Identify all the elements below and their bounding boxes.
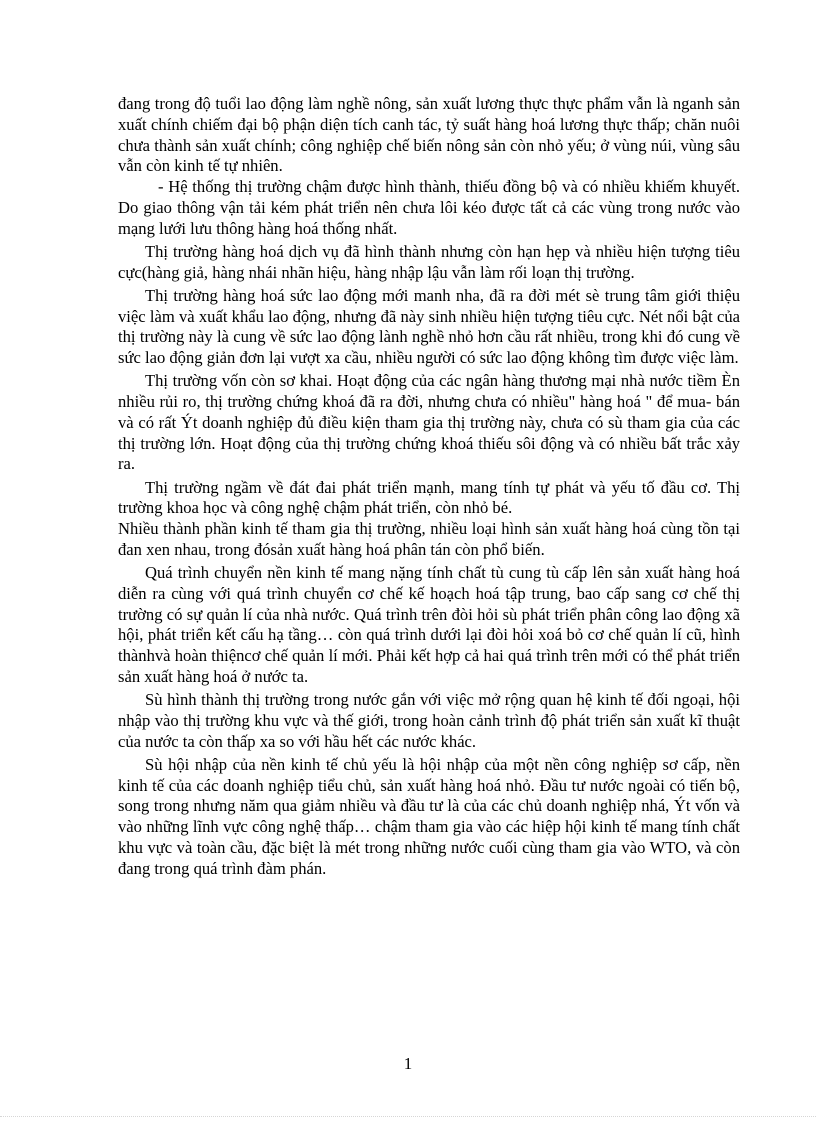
paragraph-3: Thị trường hàng hoá dịch vụ đã hình thành nhưng còn hạn hẹp và nhiều hiện tượng tiêu cực(hàng giả, hàng nhái nhãn hiệu, hàng nhập lậu vẫn làm rối loạn thị trường. [118, 241, 740, 282]
page-bottom-divider [0, 1116, 816, 1117]
paragraph-7: Nhiều thành phần kinh tế tham gia thị trường, nhiều loại hình sản xuất hàng hoá cùng tồn tại đan xen nhau, trong đósản xuất hàng hoá phân tán còn phổ biến. [118, 519, 740, 559]
paragraph-1: đang trong độ tuổi lao động làm nghề nông, sản xuất lương thực thực phẩm vẫn là nganh sản xuất chính chiếm đại bộ phận diện tích canh tác, tỷ suất hàng hoá lương thực thấp; chăn nuôi chưa thành sản xuất chính; công nghiệp chế biến nông sản còn nhỏ yếu; ở vùng núi, vùng sâu vẫn còn kinh tế tự nhiên. [118, 94, 740, 176]
paragraph-6: Thị trường ngầm về đát đai phát triển mạnh, mang tính tự phát và yếu tố đầu cơ. Thị trường khoa học và công nghệ chậm phát triển, còn nhỏ bé. [118, 477, 740, 518]
paragraph-8: Quá trình chuyển nền kinh tế mang nặng tính chất tù cung tù cấp lên sản xuất hàng hoá diễn ra cùng với quá trình chuyển cơ chế kế hoạch hoá tập trung, bao cấp sang cơ chế thị trường có sự quản lí của nhà nước. Quá trình trên đòi hỏi sù phát triển phân công lao động xã hội, phát triển kết cấu hạ tầng… còn quá trình dưới lại đòi hỏi xoá bỏ cơ chế quản lí cũ, hình thànhvà hoàn thiệncơ chế quản lí mới. Phải kết hợp cả hai quá trình trên mới có thể phát triển sản xuất hàng hoá ở nước ta. [118, 563, 740, 686]
paragraph-9: Sù hình thành thị trường trong nước gắn với việc mở rộng quan hệ kinh tế đối ngoại, hội nhập vào thị trường khu vực và thế giới, trong hoàn cảnh trình độ phát triển sản xuất kĩ thuật của nước ta còn thấp xa so với hầu hết các nước khác. [118, 690, 740, 751]
paragraph-4: Thị trường hàng hoá sức lao động mới manh nha, đã ra đời mét sè trung tâm giới thiệu việc làm và xuất khẩu lao động, nhưng đã này sinh nhiều hiện tượng tiêu cực. Nét nổi bật của thị trường này là cung về sức lao động lành nghề nhỏ hơn cầu rất nhiều, trong khi đó cung về sức lao động giản đơn lại vượt xa cầu, nhiều người có sức lao động không tìm được việc làm. [118, 285, 740, 367]
body-text [118, 94, 740, 879]
paragraph-5: Thị trường vốn còn sơ khai. Hoạt động của các ngân hàng thương mại nhà nước tiềm Èn nhiều rủi ro, thị trường chứng khoá đã ra đời, nhưng chưa có nhiều" hàng hoá " để mua- bán và có rất Ýt doanh nghiệp đủ điều kiện tham gia thị trường này, chưa có sù tham gia của các thị trường lớn. Hoạt động của thị trường chứng khoá thiếu sôi động và có nhiều bất trắc xảy ra. [118, 371, 740, 474]
paragraph-2: - Hệ thống thị trường chậm được hình thành, thiếu đồng bộ và có nhiều khiếm khuyết. Do giao thông vận tải kém phát triển nên chưa lôi kéo được tất cả các vùng trong nước vào mạng lưới lưu thông hàng hoá thống nhất. [118, 177, 740, 238]
paragraph-10: Sù hội nhập của nền kinh tế chủ yếu là hội nhập của một nền công nghiệp sơ cấp, nền kinh tế của các doanh nghiệp tiểu chủ, sản xuất hàng hoá nhỏ. Đầu tư nước ngoài có tiến bộ, song trong nhưng năm qua giảm nhiều và đầu tư là của các chủ doanh nghiệp nhá, Ýt vốn và vào những lĩnh vực công nghệ thấp… chậm tham gia vào các hiệp hội kinh tế mang tính chất khu vực và toàn cầu, đặc biệt là mét trong những nước cuối cùng tham gia vào WTO, và còn đang trong quá trình đàm phán. [118, 754, 740, 878]
page-number: 1 [403, 1054, 413, 1073]
